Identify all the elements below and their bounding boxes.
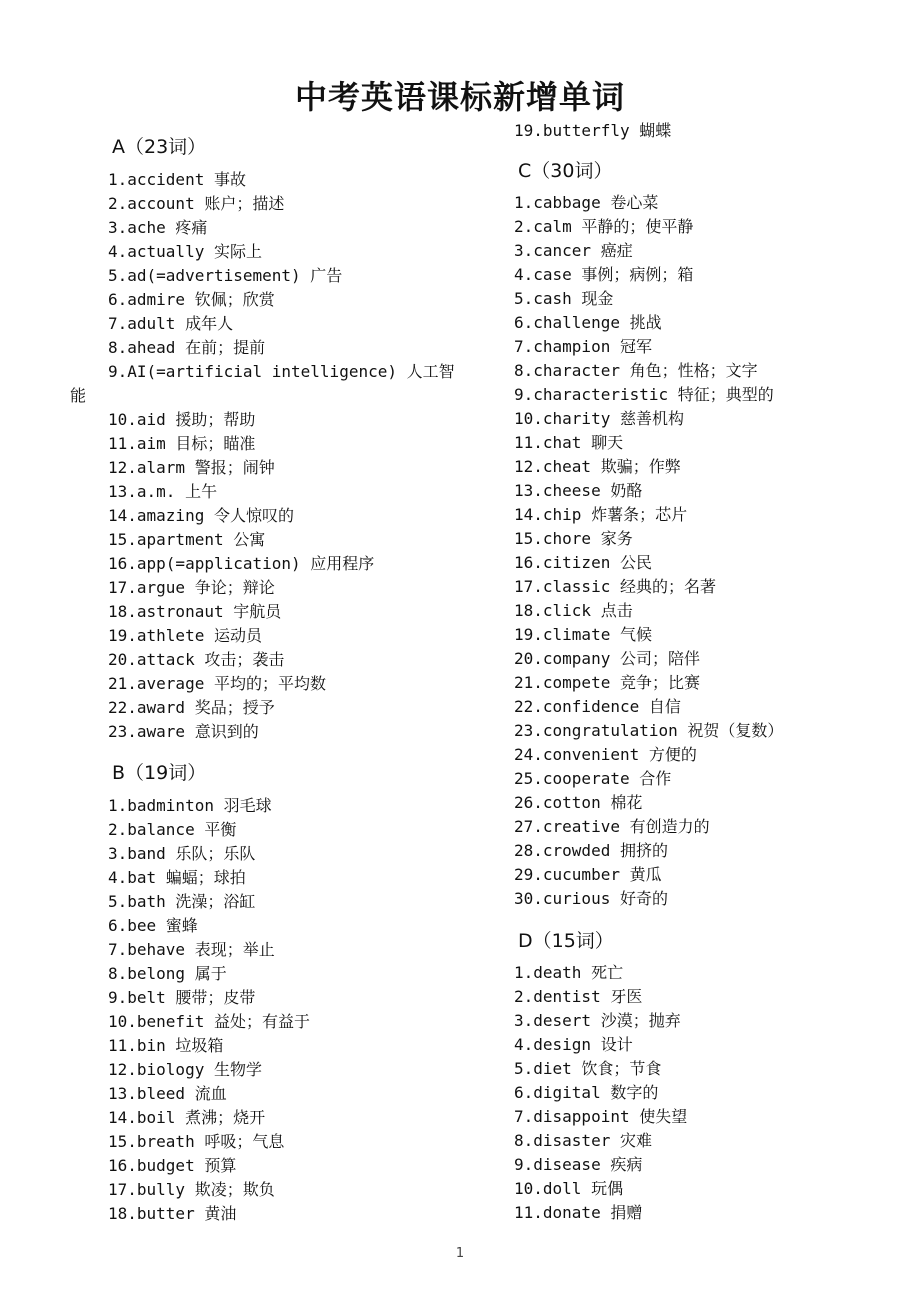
word-entry: 13.bleed 流血 [108,1084,227,1103]
word-entry: 15.breath 呼吸；气息 [108,1132,285,1151]
word-entry: 3.ache 疼痛 [108,218,208,237]
word-entry: 2.account 账户；描述 [108,194,285,213]
word-entry: 11.bin 垃圾箱 [108,1036,224,1055]
word-entry: 25.cooperate 合作 [514,769,672,788]
word-entry: 3.cancer 癌症 [514,241,633,260]
word-entry: 19.butterfly 蝴蝶 [514,121,672,140]
word-entry: 29.cucumber 黄瓜 [514,865,662,884]
word-entry: 10.doll 玩偶 [514,1179,624,1198]
word-entry: 23.congratulation 祝贺（复数） [514,721,784,740]
word-entry: 13.a.m. 上午 [108,482,218,501]
word-entry: 18.click 点击 [514,601,633,620]
word-entry: 7.behave 表现；举止 [108,940,275,959]
word-entry: 7.disappoint 使失望 [514,1107,688,1126]
word-entry: 13.cheese 奶酪 [514,481,643,500]
page-title: 中考英语课标新增单词 [294,78,625,116]
word-entry: 15.apartment 公寓 [108,530,266,549]
word-entry: 27.creative 有创造力的 [514,817,710,836]
word-entry: 4.case 事例；病例；箱 [514,265,694,284]
section-heading-c: C（30词） [518,160,613,182]
word-entry: 9.characteristic 特征；典型的 [514,385,774,404]
word-entry: 8.character 角色；性格；文字 [514,361,758,380]
word-entry: 18.butter 黄油 [108,1204,237,1223]
word-entry: 8.disaster 灾难 [514,1131,652,1150]
word-entry: 9.belt 腰带；皮带 [108,988,256,1007]
word-entry: 15.chore 家务 [514,529,633,548]
word-entry: 11.aim 目标；瞄准 [108,434,256,453]
word-entry: 21.compete 竞争；比赛 [514,673,700,692]
word-entry: 19.athlete 运动员 [108,626,262,645]
word-entry: 24.convenient 方便的 [514,745,697,764]
word-entry: 17.bully 欺凌；欺负 [108,1180,275,1199]
word-entry: 22.award 奖品；授予 [108,698,275,717]
word-entry: 1.badminton 羽毛球 [108,796,272,815]
word-entry: 30.curious 好奇的 [514,889,668,908]
word-entry: 21.average 平均的；平均数 [108,674,326,693]
word-entry: 1.cabbage 卷心菜 [514,193,659,212]
word-entry: 8.ahead 在前；提前 [108,338,266,357]
word-entry: 23.aware 意识到的 [108,722,259,741]
word-entry: 17.argue 争论；辩论 [108,578,275,597]
word-entry: 4.bat 蝙蝠；球拍 [108,868,246,887]
word-entry: 20.company 公司；陪伴 [514,649,700,668]
word-entry: 1.death 死亡 [514,963,624,982]
word-entry: 8.belong 属于 [108,964,227,983]
word-entry: 5.bath 洗澡；浴缸 [108,892,256,911]
word-entry: 16.app(=application) 应用程序 [108,554,375,573]
word-entry: 18.astronaut 宇航员 [108,602,282,621]
word-entry: 10.benefit 益处；有益于 [108,1012,310,1031]
word-entry: 14.chip 炸薯条；芯片 [514,505,688,524]
word-entry: 9.AI(=artificial intelligence) 人工智能 [70,362,455,405]
word-entry: 10.charity 慈善机构 [514,409,684,428]
word-entry: 6.challenge 挑战 [514,313,662,332]
word-entry: 2.balance 平衡 [108,820,237,839]
word-entry: 14.boil 煮沸；烧开 [108,1108,266,1127]
word-entry: 10.aid 援助；帮助 [108,410,256,429]
word-entry: 17.classic 经典的；名著 [514,577,716,596]
word-entry: 6.bee 蜜蜂 [108,916,198,935]
word-entry: 28.crowded 拥挤的 [514,841,668,860]
word-entry: 5.diet 饮食；节食 [514,1059,662,1078]
word-entry: 2.calm 平静的；使平静 [514,217,694,236]
word-entry: 12.biology 生物学 [108,1060,262,1079]
word-entry: 12.cheat 欺骗；作弊 [514,457,681,476]
word-entry: 5.cash 现金 [514,289,614,308]
word-entry: 4.actually 实际上 [108,242,262,261]
word-entry: 16.budget 预算 [108,1156,237,1175]
word-entry: 4.design 设计 [514,1035,633,1054]
word-entry: 6.digital 数字的 [514,1083,659,1102]
word-entry: 14.amazing 令人惊叹的 [108,506,294,525]
word-entry: 9.disease 疾病 [514,1155,643,1174]
word-entry: 7.champion 冠军 [514,337,652,356]
word-entry: 19.climate 气候 [514,625,652,644]
word-entry: 7.adult 成年人 [108,314,234,333]
word-entry: 6.admire 钦佩；欣赏 [108,290,275,309]
word-entry: 1.accident 事故 [108,170,246,189]
section-heading-d: D（15词） [518,930,614,952]
page-number: 1 [455,1246,465,1261]
word-entry: 12.alarm 警报；闹钟 [108,458,275,477]
word-entry: 20.attack 攻击；袭击 [108,650,285,669]
word-entry: 22.confidence 自信 [514,697,681,716]
word-entry: 11.donate 捐赠 [514,1203,643,1222]
word-entry: 5.ad(=advertisement) 广告 [108,266,343,285]
word-entry: 16.citizen 公民 [514,553,652,572]
section-heading-a: A（23词） [112,136,207,158]
word-entry: 26.cotton 棉花 [514,793,643,812]
word-entry: 3.desert 沙漠；抛弃 [514,1011,681,1030]
word-entry: 11.chat 聊天 [514,433,624,452]
word-entry: 2.dentist 牙医 [514,987,643,1006]
section-heading-b: B（19词） [112,762,207,784]
word-entry: 3.band 乐队；乐队 [108,844,256,863]
